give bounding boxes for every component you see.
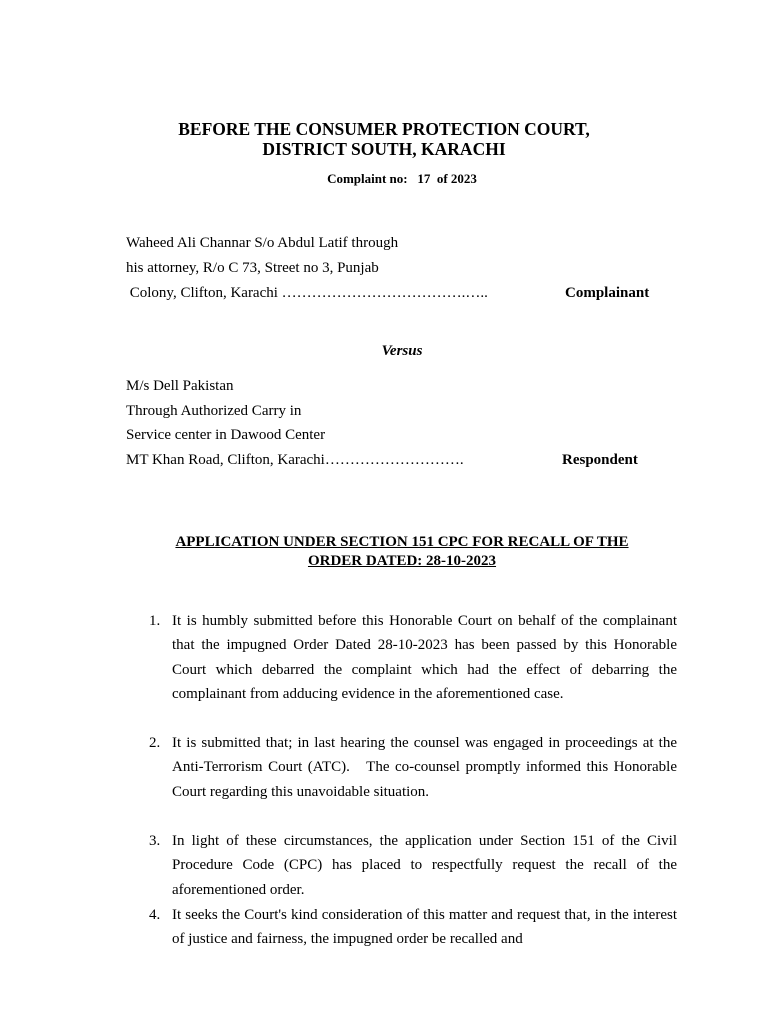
complainant-line1: Waheed Ali Channar S/o Abdul Latif through [126, 235, 399, 251]
court-title-line1: BEFORE THE CONSUMER PROTECTION COURT, [178, 119, 590, 139]
application-title-line2: ORDER DATED: 28-10-2023 [307, 553, 497, 569]
application-title [0, 533, 768, 571]
application-title-line1: APPLICATION UNDER SECTION 151 CPC FOR RECALL OF THE [175, 534, 629, 550]
list-item-number: 4. [149, 907, 161, 923]
list-item-text: It is submitted that; in last hearing the counsel was engaged in proceedings at the Anti-Terrorism Court (ATC). The co-counsel promptly informed this Honorable Court regarding this unavoidable situation. [172, 735, 681, 800]
respondent-line2: Through Authorized Carry in [126, 403, 302, 419]
complainant-role: Complainant [565, 285, 650, 301]
complaint-number: Complaint no: 17 of 2023 [327, 171, 477, 186]
respondent-role: Respondent [562, 452, 638, 468]
list-item-text: It seeks the Court's kind consideration of this matter and request that, in the interest of justice and fairness, the impugned order be recalled and [172, 907, 677, 948]
respondent-line3: Service center in Dawood Center [126, 427, 326, 443]
list-item-number: 3. [149, 833, 161, 849]
list-item-text: It is humbly submitted before this Honorable Court on behalf of the complainant that the impugned Order Dated 28-10-2023 has been passed by this Honorable Court which debarred the complaint which had the effect of debarring the complainant from adducing evidence in the aforementioned case. [172, 613, 677, 703]
respondent-line4: MT Khan Road, Clifton, Karachi………………………. [126, 452, 464, 468]
list-item-number: 1. [149, 613, 161, 629]
complainant-line2: his attorney, R/o C 73, Street no 3, Punjab [126, 260, 379, 276]
respondent-line1: M/s Dell Pakistan [126, 378, 234, 394]
list-item-number: 2. [149, 735, 161, 751]
court-title [0, 119, 768, 159]
complainant-line3: Colony, Clifton, Karachi ……………………………….….. [126, 285, 488, 301]
versus-label: Versus [381, 343, 423, 359]
list-item-text: In light of these circumstances, the application under Section 151 of the Civil Procedure Code (CPC) has placed to respectfully request the recall of the aforementioned order. [172, 833, 677, 898]
court-title-line2: DISTRICT SOUTH, KARACHI [262, 139, 506, 159]
